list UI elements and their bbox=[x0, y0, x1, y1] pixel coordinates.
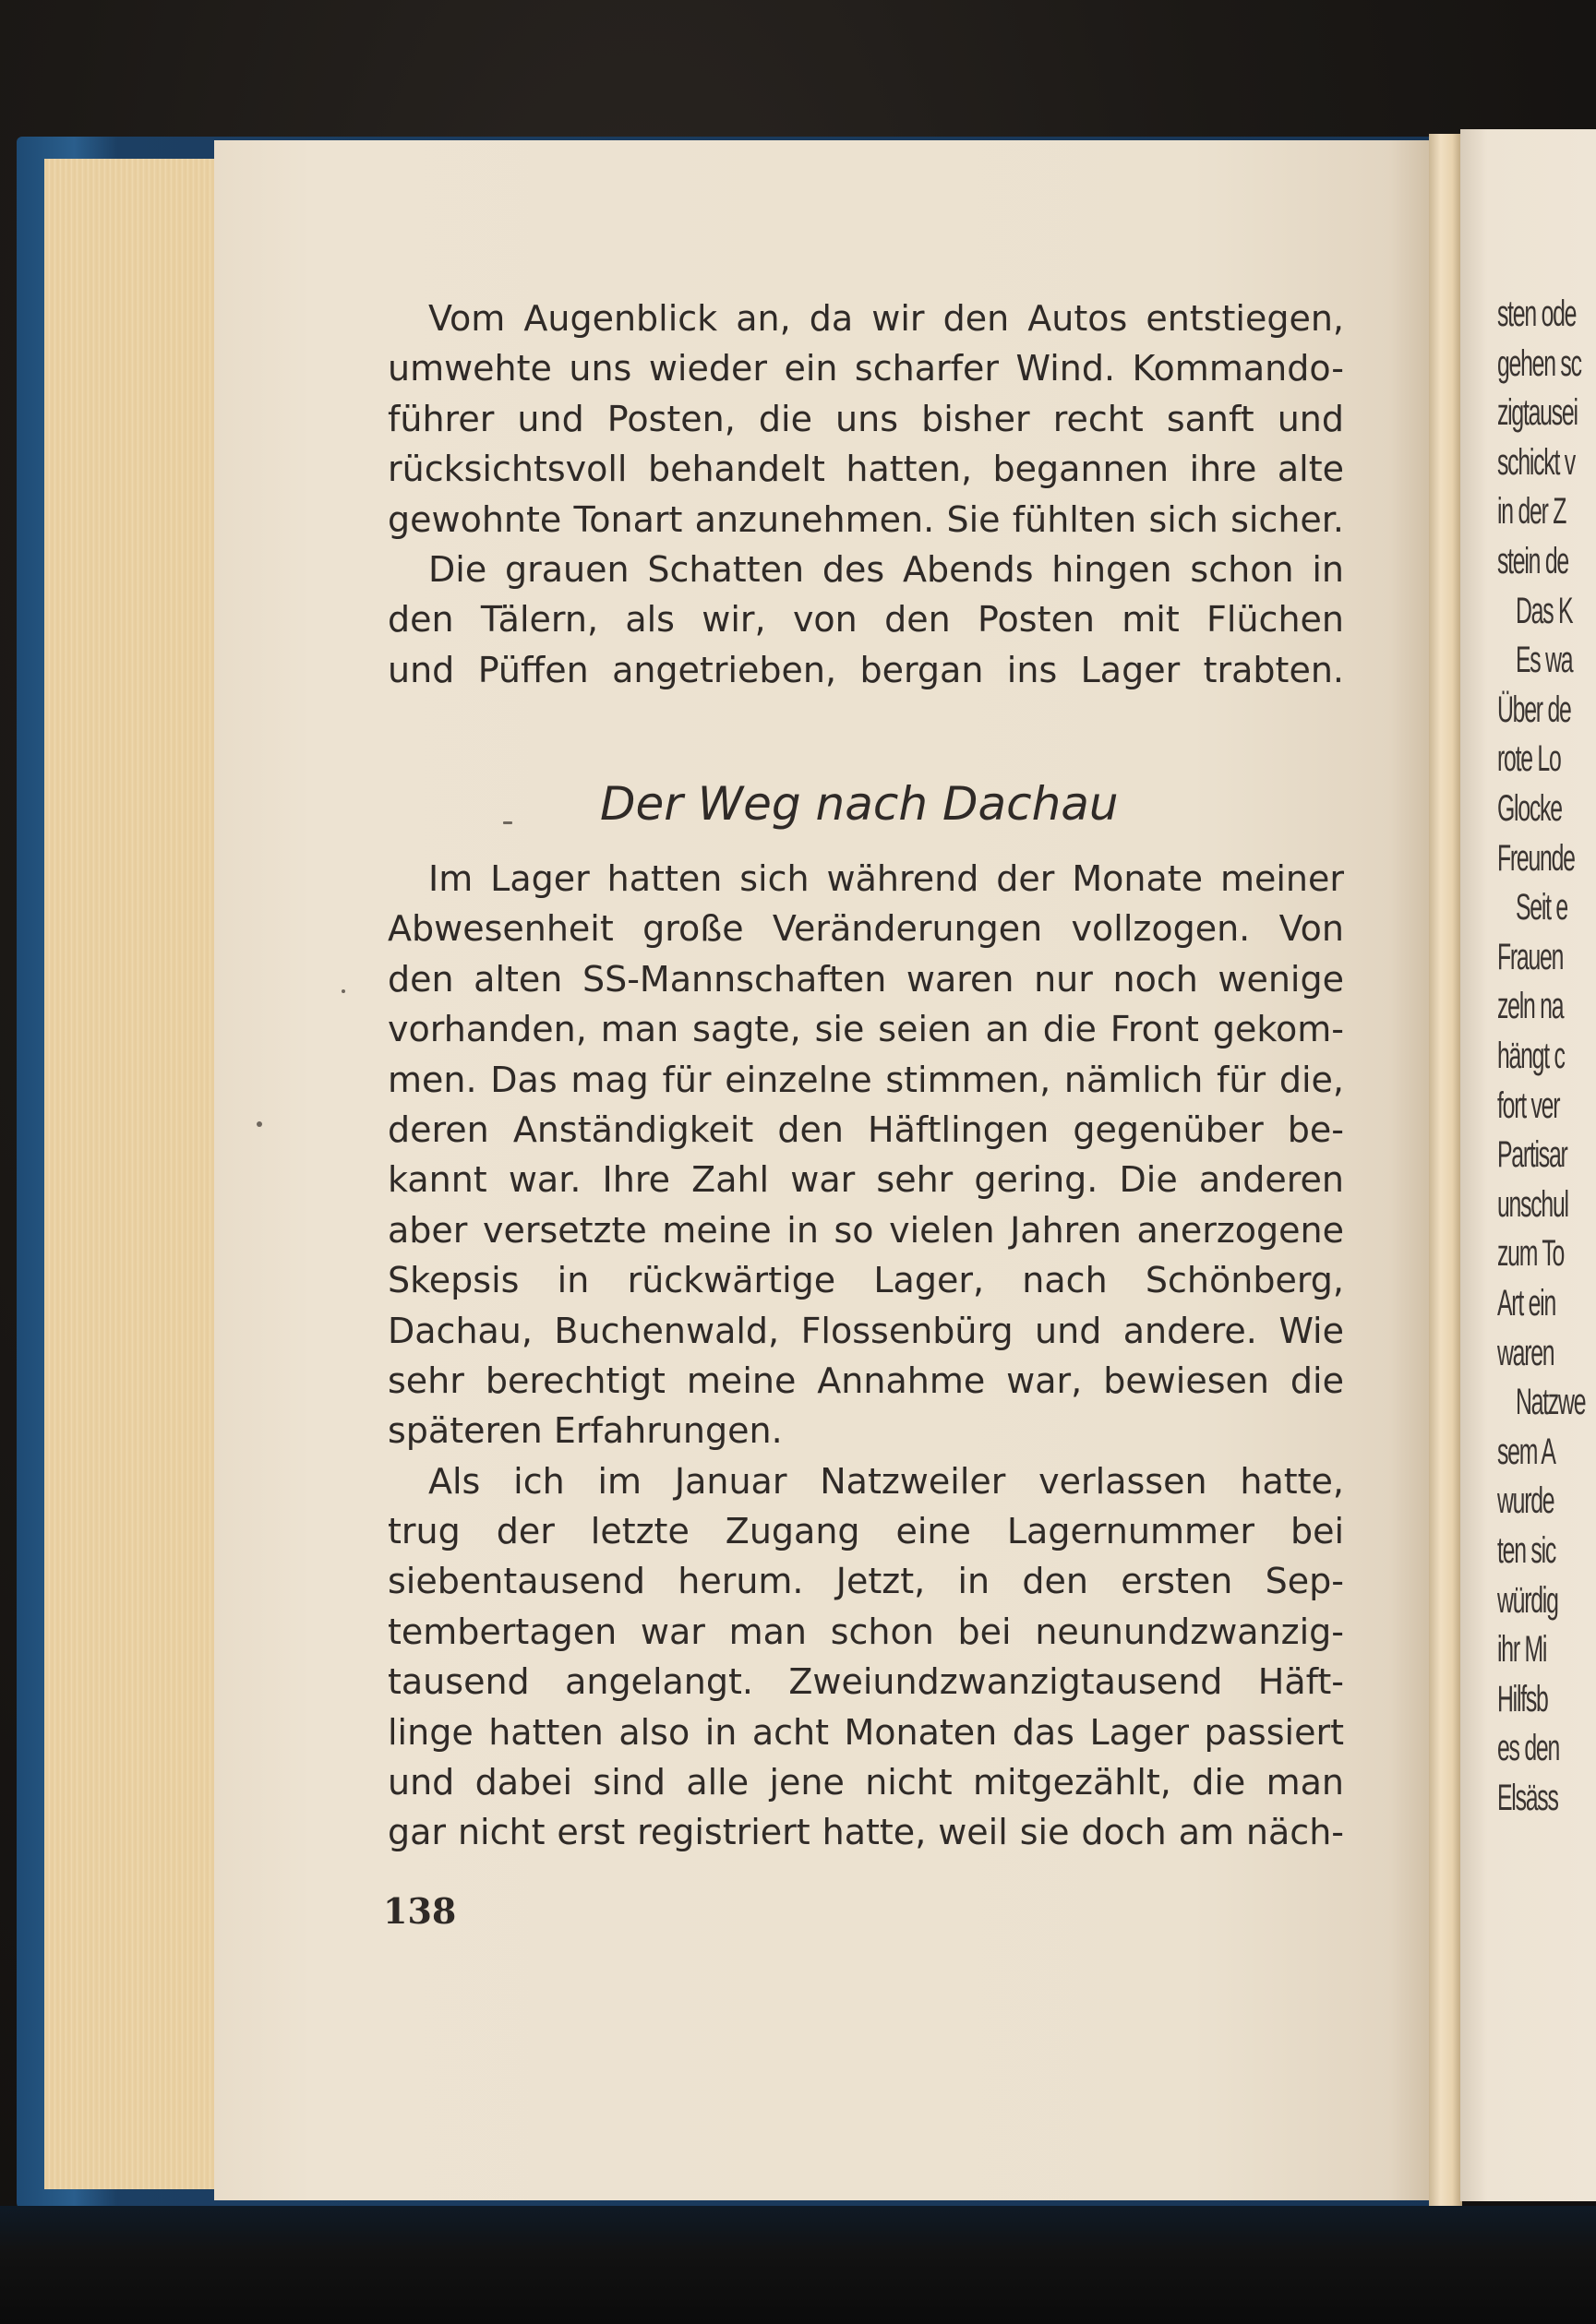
right-page-line: wurde bbox=[1497, 1480, 1554, 1522]
text-line: trug der letzte Zugang eine Lagernummer bei bbox=[388, 1511, 1344, 1552]
right-page-line: waren bbox=[1497, 1332, 1554, 1373]
text-line: den alten SS-Mannschaften waren nur noch wenige bbox=[388, 958, 1344, 1000]
right-page-line: zeln na bbox=[1497, 986, 1564, 1027]
paper-speck bbox=[503, 821, 512, 824]
text-line: siebentausend herum. Jetzt, in den ersten Sep- bbox=[388, 1561, 1344, 1602]
right-page-line: Freunde bbox=[1497, 837, 1575, 879]
right-page-line: Glocke bbox=[1497, 788, 1562, 829]
right-page-line: Frauen bbox=[1497, 936, 1564, 977]
right-page-line: unschul bbox=[1497, 1183, 1568, 1225]
right-page-line: Hilfsb bbox=[1497, 1678, 1548, 1719]
right-page-line: Über de bbox=[1497, 689, 1571, 730]
right-page-line: stein de bbox=[1497, 541, 1568, 581]
text-line: und dabei sind alle jene nicht mitgezählt, die man bbox=[388, 1762, 1344, 1803]
text-line: den Tälern, als wir, von den Posten mit Flüchen bbox=[388, 599, 1344, 641]
right-page-line: es den bbox=[1497, 1728, 1560, 1769]
right-page-line: Elsäss bbox=[1497, 1778, 1558, 1818]
paper-speck bbox=[257, 1121, 262, 1127]
page-text bbox=[388, 293, 1344, 695]
text-line: linge hatten also in acht Monaten das Lager passiert bbox=[388, 1711, 1344, 1753]
page-block-edge bbox=[44, 159, 222, 2189]
text-line: späteren Erfahrungen. bbox=[388, 1410, 783, 1452]
text-line: gar nicht erst registriert hatte, weil sie doch am näch- bbox=[388, 1812, 1344, 1853]
right-page-line: gehen sc bbox=[1497, 342, 1581, 384]
right-page-line: würdig bbox=[1497, 1579, 1558, 1621]
right-page-line: Art ein bbox=[1497, 1283, 1555, 1324]
text-line: und Püffen angetrieben, bergan ins Lager trabten. bbox=[388, 649, 1344, 690]
text-line: tausend angelangt. Zweiundzwanzigtausend Häft- bbox=[388, 1661, 1344, 1703]
text-line: Abwesenheit große Veränderungen vollzogen. Von bbox=[388, 908, 1344, 950]
right-page-line: ihr Mi bbox=[1497, 1629, 1547, 1671]
right-page-line: Seit e bbox=[1516, 887, 1567, 928]
text-line: führer und Posten, die uns bisher recht sanft und bbox=[388, 398, 1344, 439]
right-page bbox=[1460, 129, 1596, 2201]
text-line: tembertagen war man schon bei neunundzwanzig- bbox=[388, 1611, 1344, 1652]
text-line: deren Anständigkeit den Häftlingen gegenüber be- bbox=[388, 1108, 1344, 1150]
table-shadow bbox=[0, 2206, 1596, 2324]
right-page-line: zigtausei bbox=[1497, 392, 1578, 434]
right-page-line: zum To bbox=[1497, 1233, 1565, 1275]
page-number: 138 bbox=[383, 1890, 457, 1932]
text-line: sehr berechtigt meine Annahme war, bewiesen die bbox=[388, 1360, 1344, 1401]
text-line: Im Lager hatten sich während der Monate meiner bbox=[428, 858, 1344, 899]
section-heading: Der Weg nach Dachau bbox=[600, 777, 1119, 831]
text-line: Die grauen Schatten des Abends hingen schon in bbox=[428, 548, 1344, 590]
page-text-continued bbox=[388, 854, 1344, 1858]
text-line: men. Das mag für einzelne stimmen, nämlich für die, bbox=[388, 1059, 1344, 1100]
right-page-line: sem A bbox=[1497, 1431, 1555, 1472]
text-line: vorhanden, man sagte, sie seien an die Front gekom- bbox=[388, 1009, 1344, 1050]
right-page-line: ten sic bbox=[1497, 1530, 1555, 1571]
book-gutter bbox=[1429, 134, 1462, 2206]
right-page-line: Das K bbox=[1516, 590, 1573, 631]
right-page-line: schickt v bbox=[1497, 441, 1575, 483]
text-line: gewohnte Tonart anzunehmen. Sie fühlten sich sicher. bbox=[388, 498, 1344, 540]
text-line: Skepsis in rückwärtige Lager, nach Schönberg, bbox=[388, 1260, 1344, 1301]
right-page-line: rote Lo bbox=[1497, 738, 1561, 780]
paper-speck bbox=[342, 989, 345, 993]
right-page-line: hängt c bbox=[1497, 1036, 1565, 1076]
right-page-line: in der Z bbox=[1497, 491, 1566, 533]
right-page-line: sten ode bbox=[1497, 293, 1577, 334]
right-page-line: fort ver bbox=[1497, 1084, 1560, 1126]
right-page-line: Partisar bbox=[1497, 1134, 1567, 1176]
text-line: aber versetzte meine in so vielen Jahren anerzogene bbox=[388, 1209, 1344, 1251]
text-line: Dachau, Buchenwald, Flossenbürg und andere. Wie bbox=[388, 1310, 1344, 1351]
text-line: Vom Augenblick an, da wir den Autos entstiegen, bbox=[428, 298, 1344, 339]
text-line: umwehte uns wieder ein scharfer Wind. Kommando- bbox=[388, 348, 1344, 389]
right-page-line: Es wa bbox=[1516, 640, 1573, 681]
right-page-line: Natzwe bbox=[1516, 1382, 1586, 1423]
text-line: rücksichtsvoll behandelt hatten, begannen ihre alte bbox=[388, 449, 1344, 490]
text-line: Als ich im Januar Natzweiler verlassen hatte, bbox=[428, 1460, 1344, 1502]
text-line: kannt war. Ihre Zahl war sehr gering. Die anderen bbox=[388, 1159, 1344, 1201]
